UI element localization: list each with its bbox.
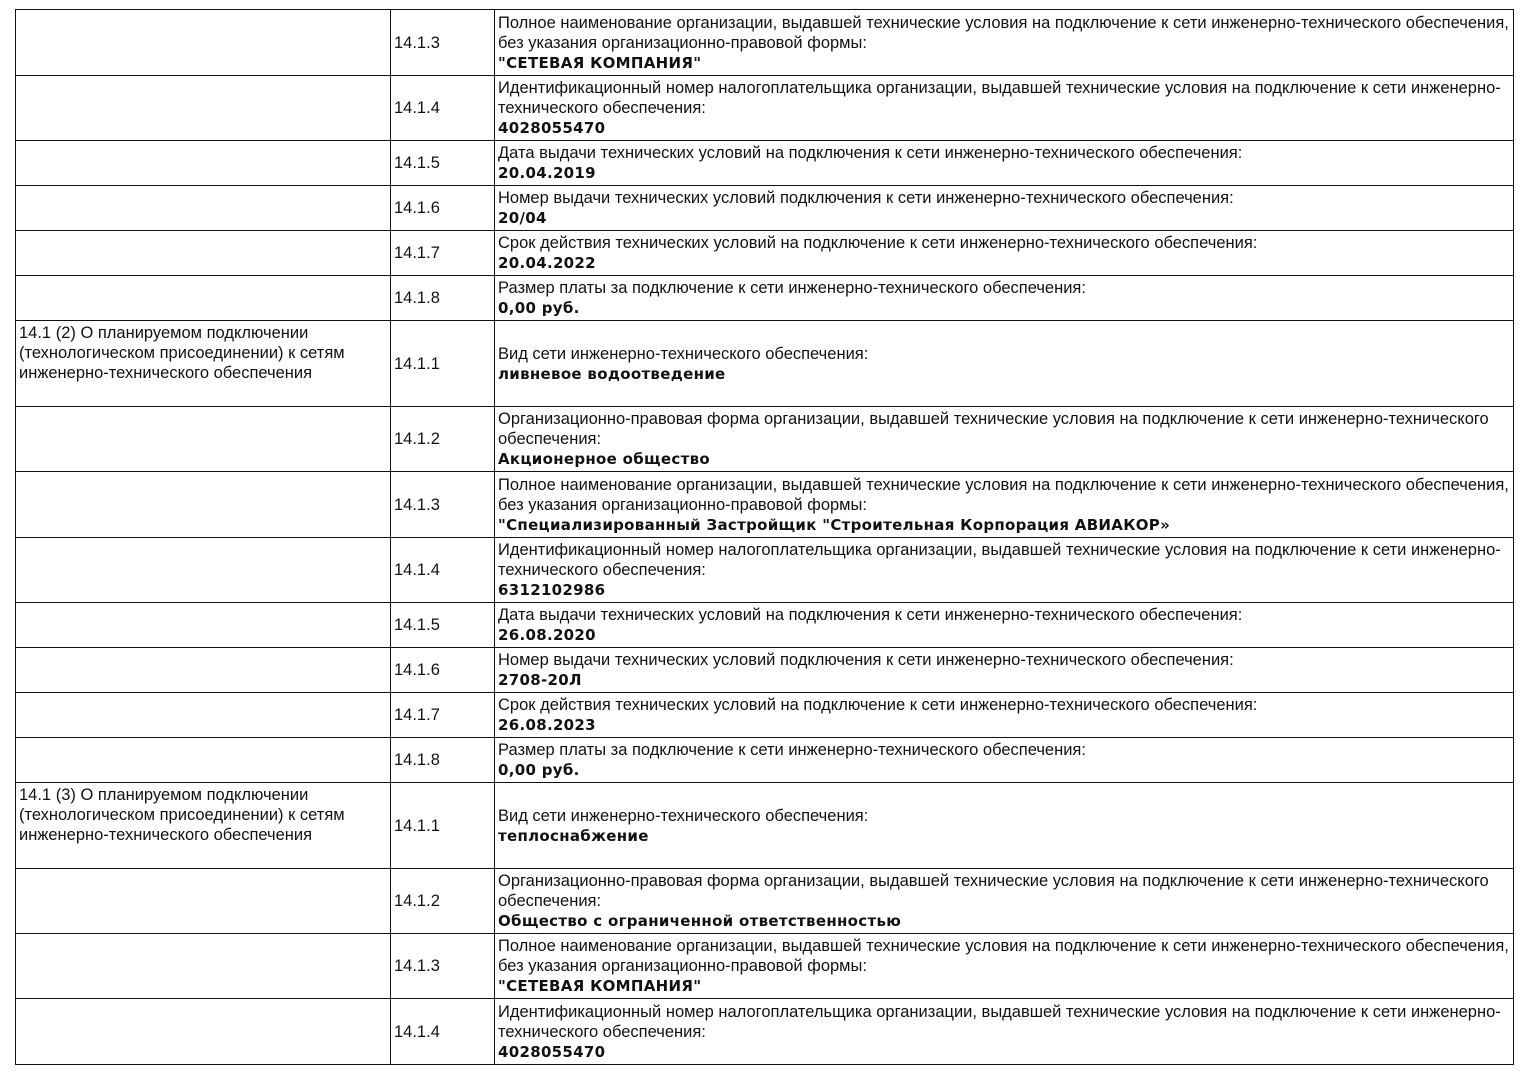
item-value: "СЕТЕВАЯ КОМПАНИЯ"	[498, 977, 702, 995]
section-title	[16, 472, 391, 538]
section-title	[16, 869, 391, 934]
table-row	[16, 869, 1514, 934]
item-code: 14.1.6	[391, 648, 495, 693]
item-value: "СЕТЕВАЯ КОМПАНИЯ"	[498, 53, 702, 72]
table-row	[16, 999, 1514, 1065]
item-code: 14.1.4	[391, 999, 495, 1065]
item-label: Размер платы за подключение к сети инженерно-технического обеспечения:	[498, 741, 1086, 759]
item-code: 14.1.4	[391, 538, 495, 603]
item-value: 20.04.2019	[498, 164, 596, 182]
section-title: 14.1 (2) О планируемом подключении (технологическом присоединении) к сетям инженерно-технического обеспечения	[16, 321, 391, 407]
table-row	[16, 76, 1514, 141]
table-row	[16, 472, 1514, 538]
item-label: Номер выдачи технических условий подключения к сети инженерно-технического обеспечения:	[498, 651, 1234, 669]
item-content	[495, 648, 1514, 693]
table-row	[16, 141, 1514, 186]
item-label: Дата выдачи технических условий на подключения к сети инженерно-технического обеспечения:	[498, 144, 1243, 162]
table-row	[16, 321, 1514, 407]
item-code: 14.1.4	[391, 76, 495, 141]
item-content	[495, 738, 1514, 783]
item-code: 14.1.1	[391, 321, 495, 407]
item-code: 14.1.3	[391, 472, 495, 538]
item-content	[495, 869, 1514, 934]
section-title	[16, 538, 391, 603]
item-label: Организационно-правовая форма организации, выдавшей технические условия на подключение к сети инженерно-технического обеспечения:	[498, 410, 1489, 448]
table-row	[16, 10, 1514, 76]
item-value: 2708-20Л	[498, 671, 582, 689]
section-title	[16, 186, 391, 231]
item-content	[495, 472, 1514, 538]
table-row	[16, 186, 1514, 231]
section-title: 14.1 (3) О планируемом подключении (технологическом присоединении) к сетям инженерно-технического обеспечения	[16, 783, 391, 869]
table-row	[16, 603, 1514, 648]
item-content	[495, 999, 1514, 1065]
item-content	[495, 783, 1514, 869]
item-content	[495, 141, 1514, 186]
table-row	[16, 783, 1514, 869]
item-label: Полное наименование организации, выдавшей технические условия на подключение к сети инженерно-технического обеспечения, без указания организационно-правовой формы:	[498, 13, 1509, 52]
item-content	[495, 10, 1514, 76]
item-code: 14.1.1	[391, 783, 495, 869]
item-code: 14.1.7	[391, 693, 495, 738]
item-code: 14.1.2	[391, 869, 495, 934]
item-content	[495, 693, 1514, 738]
item-label: Размер платы за подключение к сети инженерно-технического обеспечения:	[498, 279, 1086, 297]
item-label: Полное наименование организации, выдавшей технические условия на подключение к сети инженерно-технического обеспечения, без указания организационно-правовой формы:	[498, 475, 1509, 514]
item-label: Полное наименование организации, выдавшей технические условия на подключение к сети инженерно-технического обеспечения, без указания организационно-правовой формы:	[498, 937, 1509, 975]
item-value: Общество с ограниченной ответственностью	[498, 912, 902, 930]
item-label: Срок действия технических условий на подключение к сети инженерно-технического обеспечения:	[498, 696, 1258, 714]
item-value: 20.04.2022	[498, 254, 596, 272]
item-label: Срок действия технических условий на подключение к сети инженерно-технического обеспечения:	[498, 234, 1258, 252]
section-title	[16, 141, 391, 186]
item-value: 4028055470	[498, 119, 606, 137]
item-label: Идентификационный номер налогоплательщика организации, выдавшей технические условия на подключение к сети инженерно-технического обеспечения:	[498, 1002, 1501, 1041]
section-title	[16, 231, 391, 276]
item-value: 6312102986	[498, 581, 606, 599]
item-value: 20/04	[498, 209, 547, 227]
item-label: Номер выдачи технических условий подключения к сети инженерно-технического обеспечения:	[498, 189, 1234, 207]
item-code: 14.1.7	[391, 231, 495, 276]
section-title	[16, 276, 391, 321]
table-row	[16, 407, 1514, 472]
item-content	[495, 538, 1514, 603]
item-label: Дата выдачи технических условий на подключения к сети инженерно-технического обеспечения:	[498, 606, 1243, 624]
item-content	[495, 76, 1514, 141]
table-row	[16, 276, 1514, 321]
item-value: 0,00 руб.	[498, 299, 580, 317]
item-content	[495, 407, 1514, 472]
table-row	[16, 538, 1514, 603]
item-code: 14.1.2	[391, 407, 495, 472]
item-code: 14.1.5	[391, 603, 495, 648]
item-label: Вид сети инженерно-технического обеспечения:	[498, 344, 869, 363]
item-value: 26.08.2023	[498, 716, 596, 734]
item-value: "Специализированный Застройщик "Строительная Корпорация АВИАКОР»	[498, 515, 1171, 534]
section-title	[16, 10, 391, 76]
item-label: Вид сети инженерно-технического обеспечения:	[498, 806, 869, 825]
section-title	[16, 407, 391, 472]
item-code: 14.1.3	[391, 934, 495, 999]
table-body	[16, 10, 1514, 1065]
table-row	[16, 693, 1514, 738]
item-code: 14.1.6	[391, 186, 495, 231]
table-row	[16, 934, 1514, 999]
section-title	[16, 738, 391, 783]
item-content	[495, 186, 1514, 231]
item-content	[495, 276, 1514, 321]
section-title	[16, 693, 391, 738]
item-content	[495, 934, 1514, 999]
section-title	[16, 934, 391, 999]
item-content	[495, 321, 1514, 407]
item-value: теплоснабжение	[498, 826, 649, 845]
item-label: Идентификационный номер налогоплательщика организации, выдавшей технические условия на подключение к сети инженерно-технического обеспечения:	[498, 79, 1501, 117]
item-code: 14.1.3	[391, 10, 495, 76]
connection-info-table	[15, 9, 1514, 1065]
item-value: ливневое водоотведение	[498, 364, 726, 383]
item-label: Идентификационный номер налогоплательщика организации, выдавшей технические условия на подключение к сети инженерно-технического обеспечения:	[498, 541, 1501, 579]
section-title	[16, 603, 391, 648]
item-value: 0,00 руб.	[498, 761, 580, 779]
item-content	[495, 603, 1514, 648]
table-row	[16, 738, 1514, 783]
item-label: Организационно-правовая форма организации, выдавшей технические условия на подключение к сети инженерно-технического обеспечения:	[498, 872, 1489, 910]
item-code: 14.1.5	[391, 141, 495, 186]
section-title	[16, 648, 391, 693]
item-value: 26.08.2020	[498, 626, 596, 644]
item-code: 14.1.8	[391, 276, 495, 321]
table-row	[16, 648, 1514, 693]
item-value: Акционерное общество	[498, 450, 710, 468]
section-title	[16, 999, 391, 1065]
section-title	[16, 76, 391, 141]
item-code: 14.1.8	[391, 738, 495, 783]
item-value: 4028055470	[498, 1042, 606, 1061]
item-content	[495, 231, 1514, 276]
table-row	[16, 231, 1514, 276]
